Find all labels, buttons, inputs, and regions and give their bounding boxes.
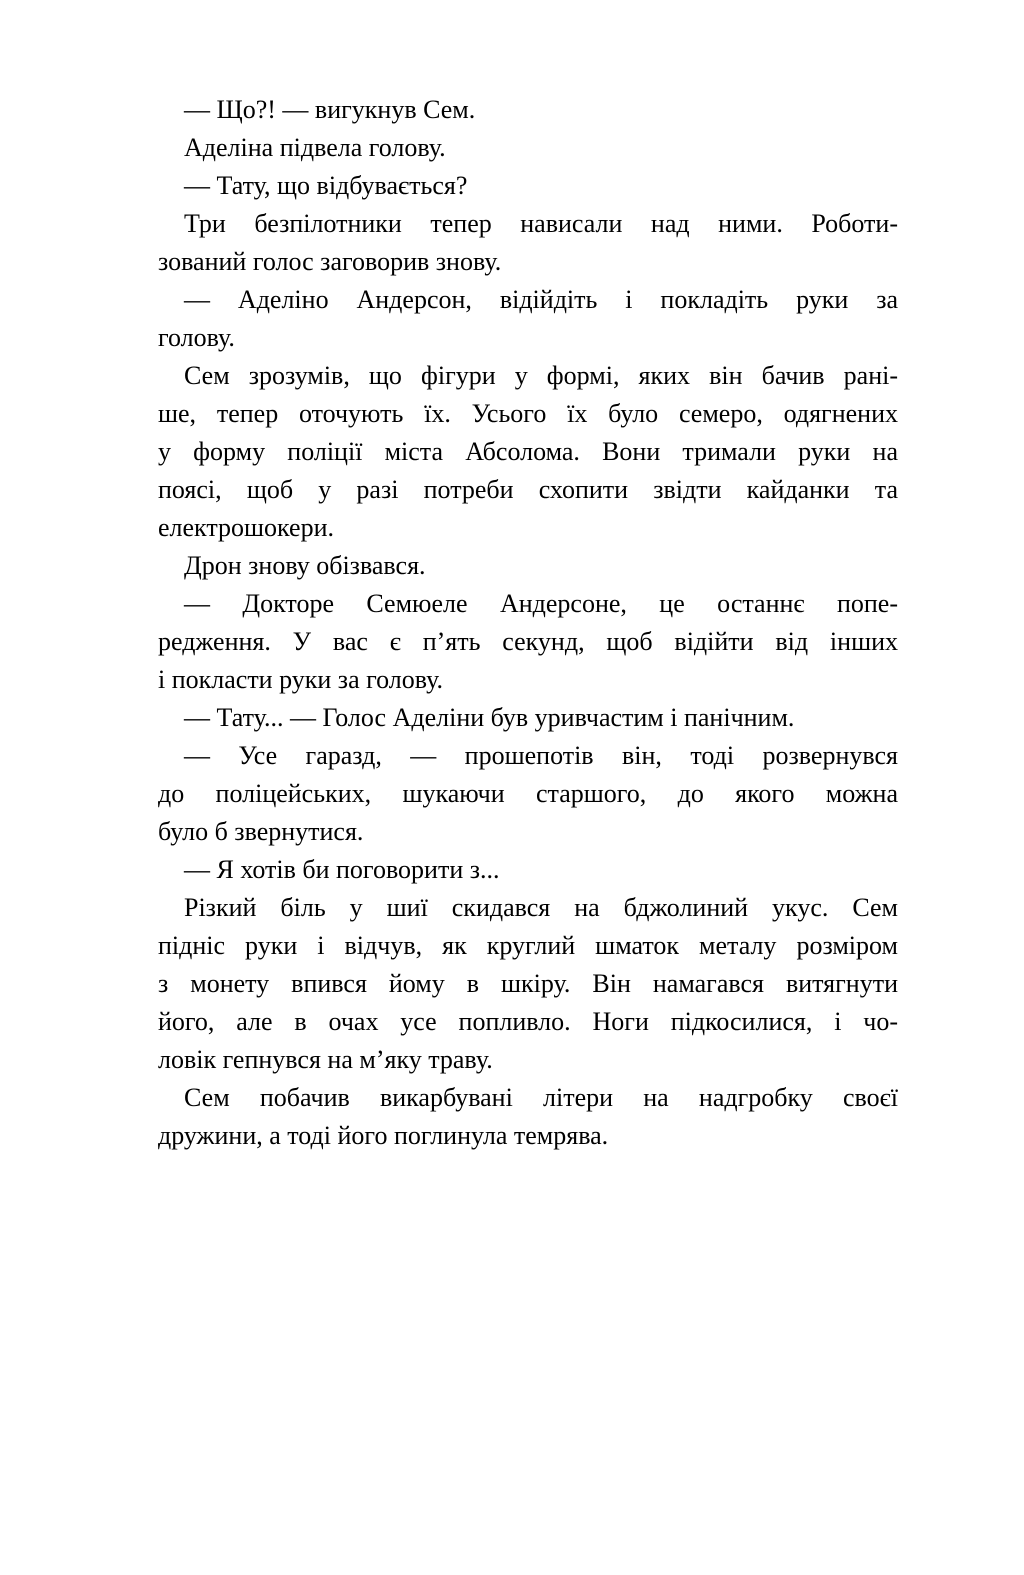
- text-line: було б звернутися.: [158, 817, 364, 846]
- text-line: підніс руки і відчув, як круглий шматок металу розміром: [158, 931, 898, 960]
- text-line: і покласти руки за голову.: [158, 665, 444, 694]
- text-line: — Аделіно Андерсон, відійдіть і покладіть руки за: [184, 285, 898, 314]
- text-line: — Що?! — вигукнув Сем.: [184, 95, 476, 124]
- text-line: Сем побачив викарбувані літери на надгробку своєї: [184, 1083, 898, 1112]
- text-line: дружини, а тоді його поглинула темрява.: [158, 1121, 609, 1150]
- text-line: Різкий біль у шиї скидався на бджолиний укус. Сем: [184, 893, 898, 922]
- text-line: ловік гепнувся на м’яку траву.: [158, 1045, 493, 1074]
- text-line: редження. У вас є п’ять секунд, щоб відійти від інших: [158, 627, 898, 656]
- page-text: [158, 91, 898, 1155]
- text-line: — Докторе Семюеле Андерсоне, це останнє попе-: [184, 589, 898, 618]
- text-line: — Я хотів би поговорити з...: [184, 855, 500, 884]
- text-line: Аделіна підвела голову.: [184, 133, 446, 162]
- text-line: — Тату... — Голос Аделіни був уривчастим і панічним.: [184, 703, 795, 732]
- text-line: — Усе гаразд, — прошепотів він, тоді розвернувся: [184, 741, 898, 770]
- text-line: електрошокери.: [158, 513, 334, 542]
- text-line: голову.: [158, 323, 235, 352]
- text-line: зований голос заговорив знову.: [158, 247, 502, 276]
- text-line: поясі, щоб у разі потреби схопити звідти кайданки та: [158, 475, 898, 504]
- text-line: — Тату, що відбувається?: [184, 171, 468, 200]
- text-line: його, але в очах усе попливло. Ноги підкосилися, і чо-: [158, 1007, 898, 1036]
- text-line: Дрон знову обізвався.: [184, 551, 426, 580]
- text-line: Три безпілотники тепер нависали над ними. Роботи-: [184, 209, 898, 238]
- text-line: Сем зрозумів, що фігури у формі, яких він бачив рані-: [184, 361, 898, 390]
- text-line: з монету впився йому в шкіру. Він намагався витягнути: [158, 969, 898, 998]
- text-line: ше, тепер оточують їх. Усього їх було семеро, одягнених: [158, 399, 898, 428]
- text-line: до поліцейських, шукаючи старшого, до якого можна: [158, 779, 898, 808]
- text-line: у форму поліції міста Абсолома. Вони тримали руки на: [158, 437, 898, 466]
